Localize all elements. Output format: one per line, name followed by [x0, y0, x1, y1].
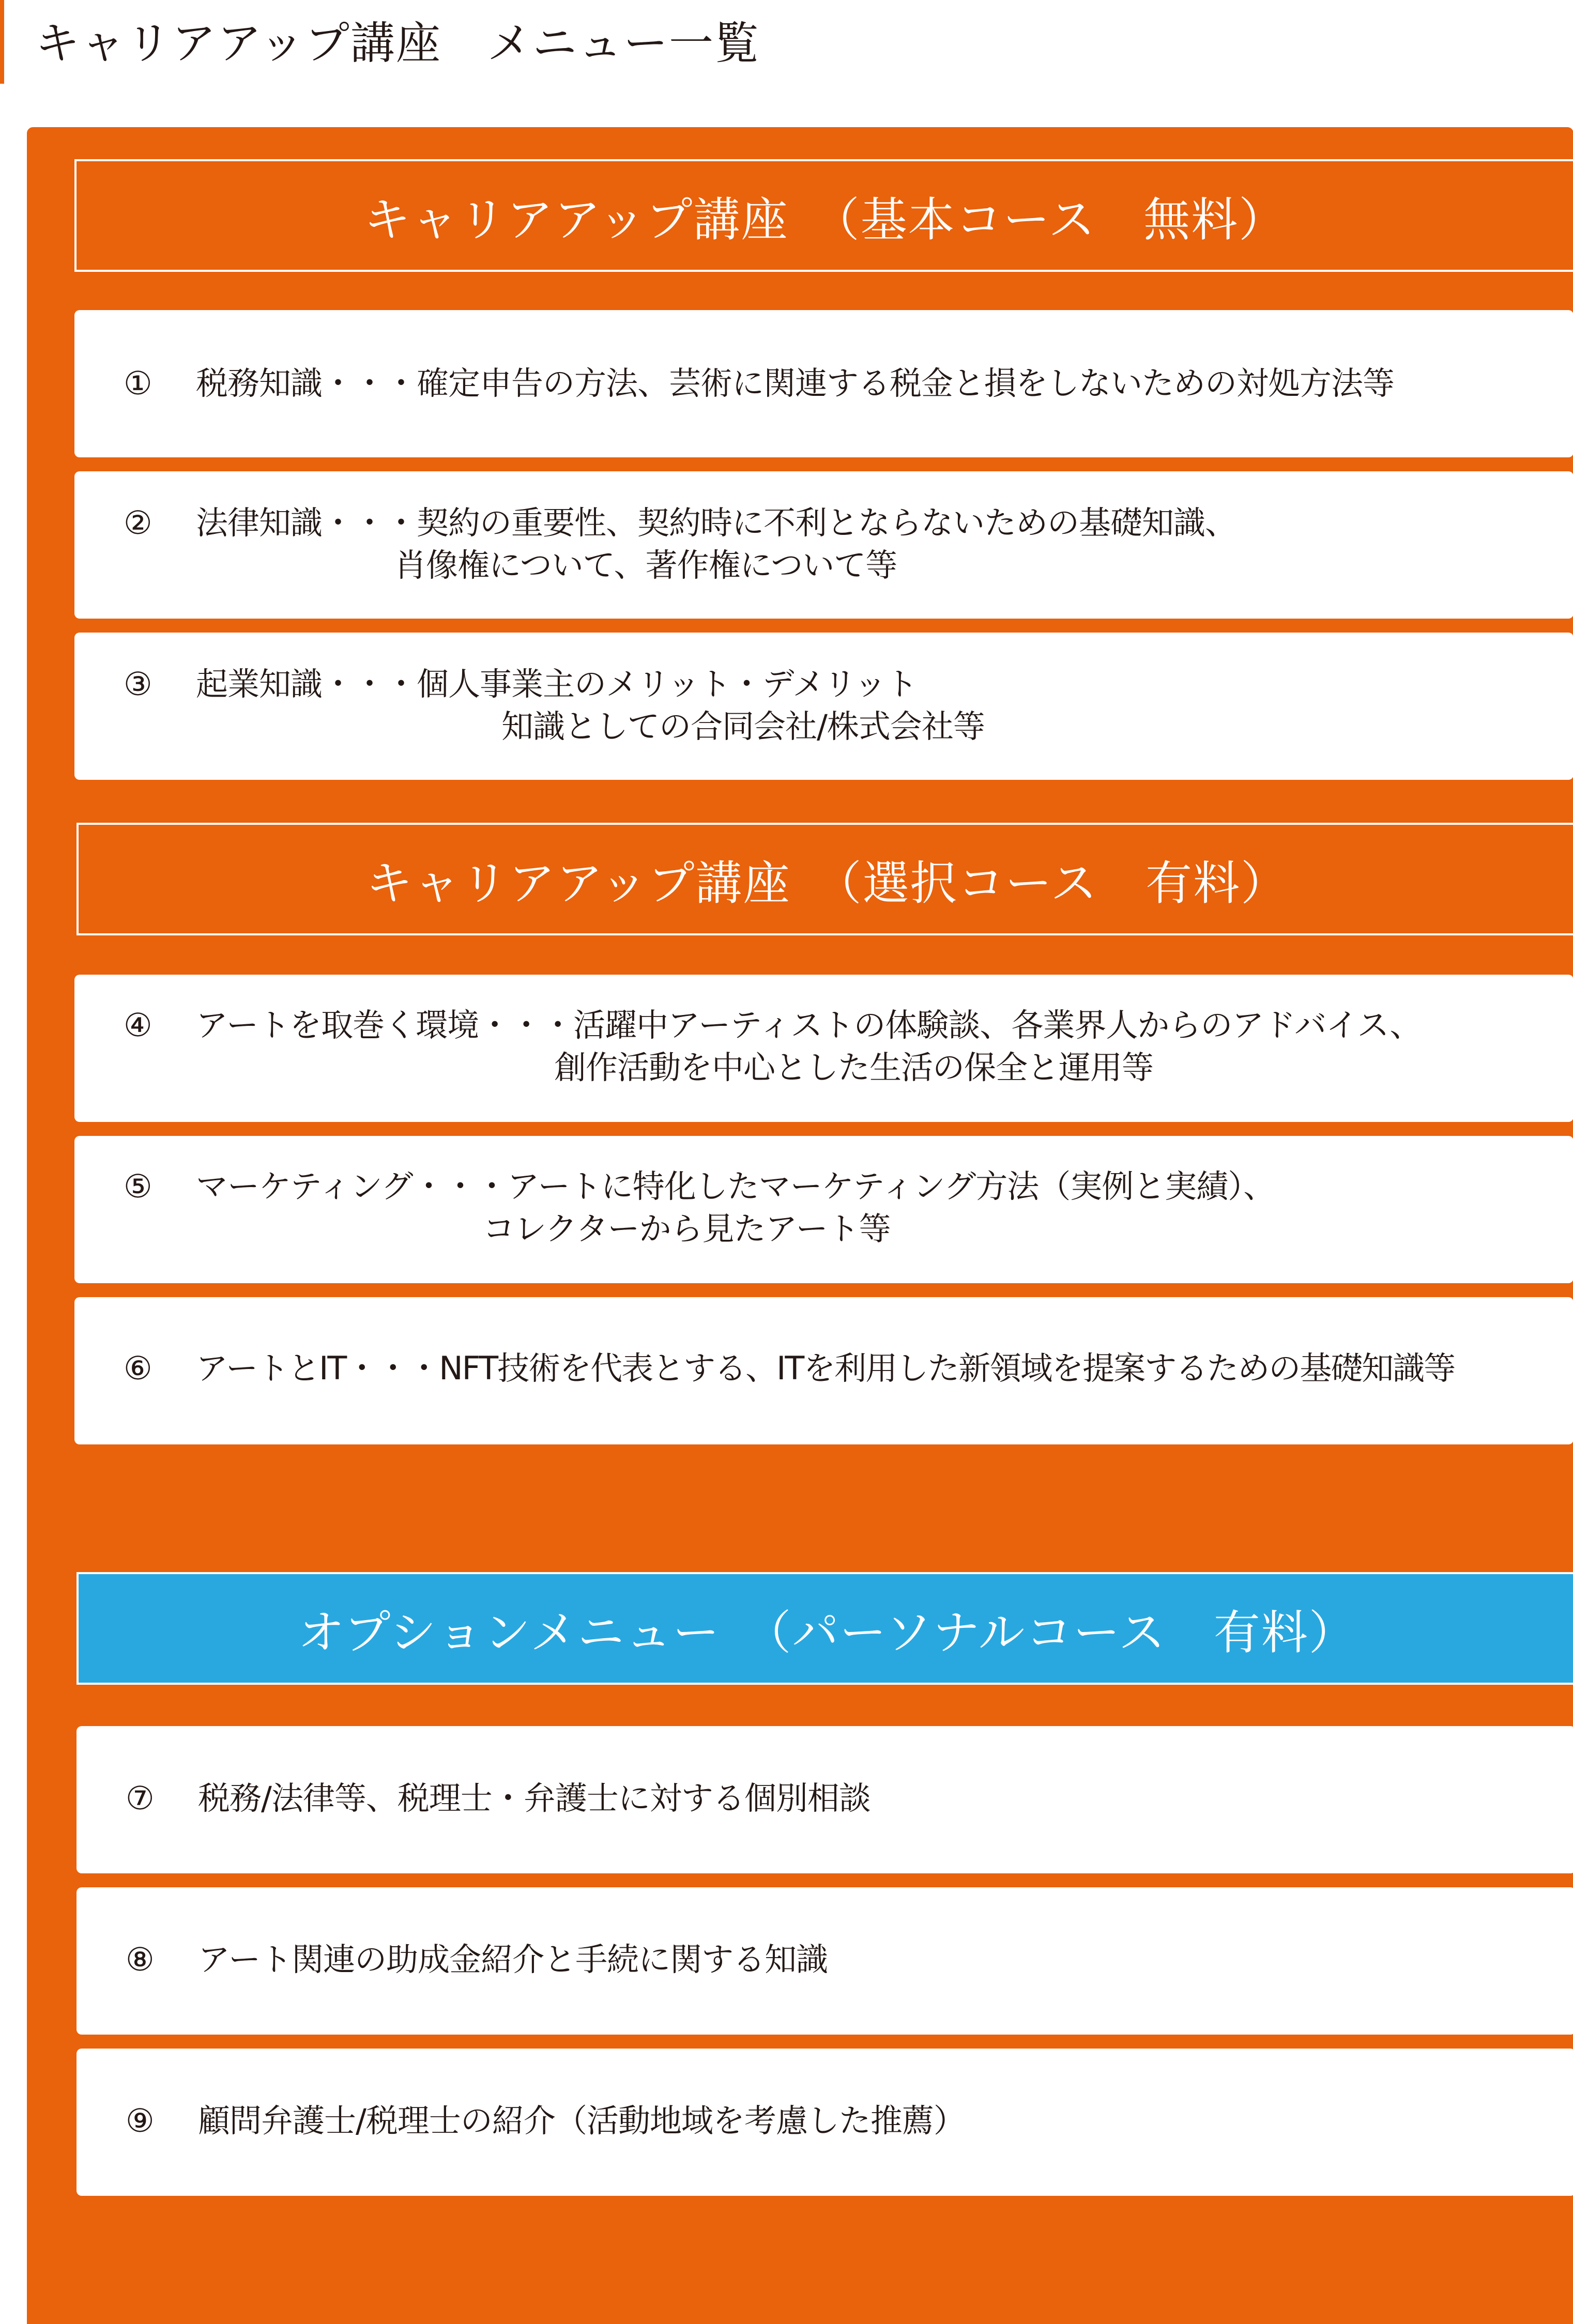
item-number: ⑨: [126, 2102, 155, 2140]
item-number: ④: [124, 1006, 152, 1044]
item-number: ②: [124, 504, 152, 542]
item-text-line2: コレクターから見たアート等: [483, 1210, 891, 1248]
menu-item-art-environment: [74, 975, 1573, 1122]
menu-item-marketing: [74, 1136, 1573, 1283]
menu-item-individual-consultation: [77, 1726, 1573, 1873]
item-number: ⑥: [124, 1349, 152, 1387]
section-title: キャリアアップ講座 （基本コース 無料）: [363, 193, 1287, 247]
menu-item-startup-knowledge: [74, 633, 1573, 780]
item-number: ①: [124, 364, 152, 402]
menu-item-art-and-it: [74, 1297, 1573, 1444]
section-title: キャリアアップ講座 （選択コース 有料）: [365, 856, 1289, 911]
item-text-line1: アート関連の助成金紹介と手続に関する知識: [198, 1941, 828, 1978]
item-text-line2: 肖像権について、著作権について等: [394, 546, 897, 584]
item-text-line1: 税務知識・・・確定申告の方法、芸術に関連する税金と損をしないための対処方法等: [196, 364, 1395, 402]
item-text-line1: 税務/法律等、税理士・弁護士に対する個別相談: [198, 1779, 871, 1817]
item-text-line2: 創作活動を中心とした生活の保全と運用等: [554, 1049, 1154, 1086]
item-number: ⑦: [126, 1779, 155, 1817]
page-title: キャリアアップ講座 メニュー一覧: [35, 18, 760, 69]
item-number: ⑤: [124, 1167, 152, 1205]
item-text-line1: アートとIT・・・NFT技術を代表とする、ITを利用した新領域を提案するための基礎知識等: [196, 1349, 1455, 1387]
item-text-line2: 知識としての合同会社/株式会社等: [501, 707, 985, 745]
item-text-line1: 法律知識・・・契約の重要性、契約時に不利とならないための基礎知識、: [196, 504, 1237, 542]
item-text-line1: 顧問弁護士/税理士の紹介（活動地域を考慮した推薦）: [198, 2102, 965, 2140]
section-title: オプションメニュー （パーソナルコース 有料）: [298, 1606, 1356, 1660]
item-text-line1: アートを取巻く環境・・・活躍中アーティストの体験談、各業界人からのアドバイス、: [196, 1006, 1422, 1044]
section-header-option-menu: [77, 1572, 1573, 1685]
item-number: ③: [124, 665, 152, 703]
section-header-basic-course: [74, 159, 1573, 272]
menu-item-advisor-introduction: [77, 2049, 1573, 2196]
item-number: ⑧: [126, 1941, 155, 1978]
item-text-line1: マーケティング・・・アートに特化したマーケティング方法（実例と実績）、: [196, 1167, 1275, 1205]
title-accent-bar: [0, 0, 4, 84]
item-text-line1: 起業知識・・・個人事業主のメリット・デメリット: [196, 665, 918, 703]
section-header-elective-course: [77, 823, 1573, 935]
menu-item-legal-knowledge: [74, 471, 1573, 619]
menu-item-subsidy-knowledge: [77, 1887, 1573, 2035]
menu-panel: [27, 127, 1573, 2324]
menu-item-tax-knowledge: [74, 310, 1573, 457]
